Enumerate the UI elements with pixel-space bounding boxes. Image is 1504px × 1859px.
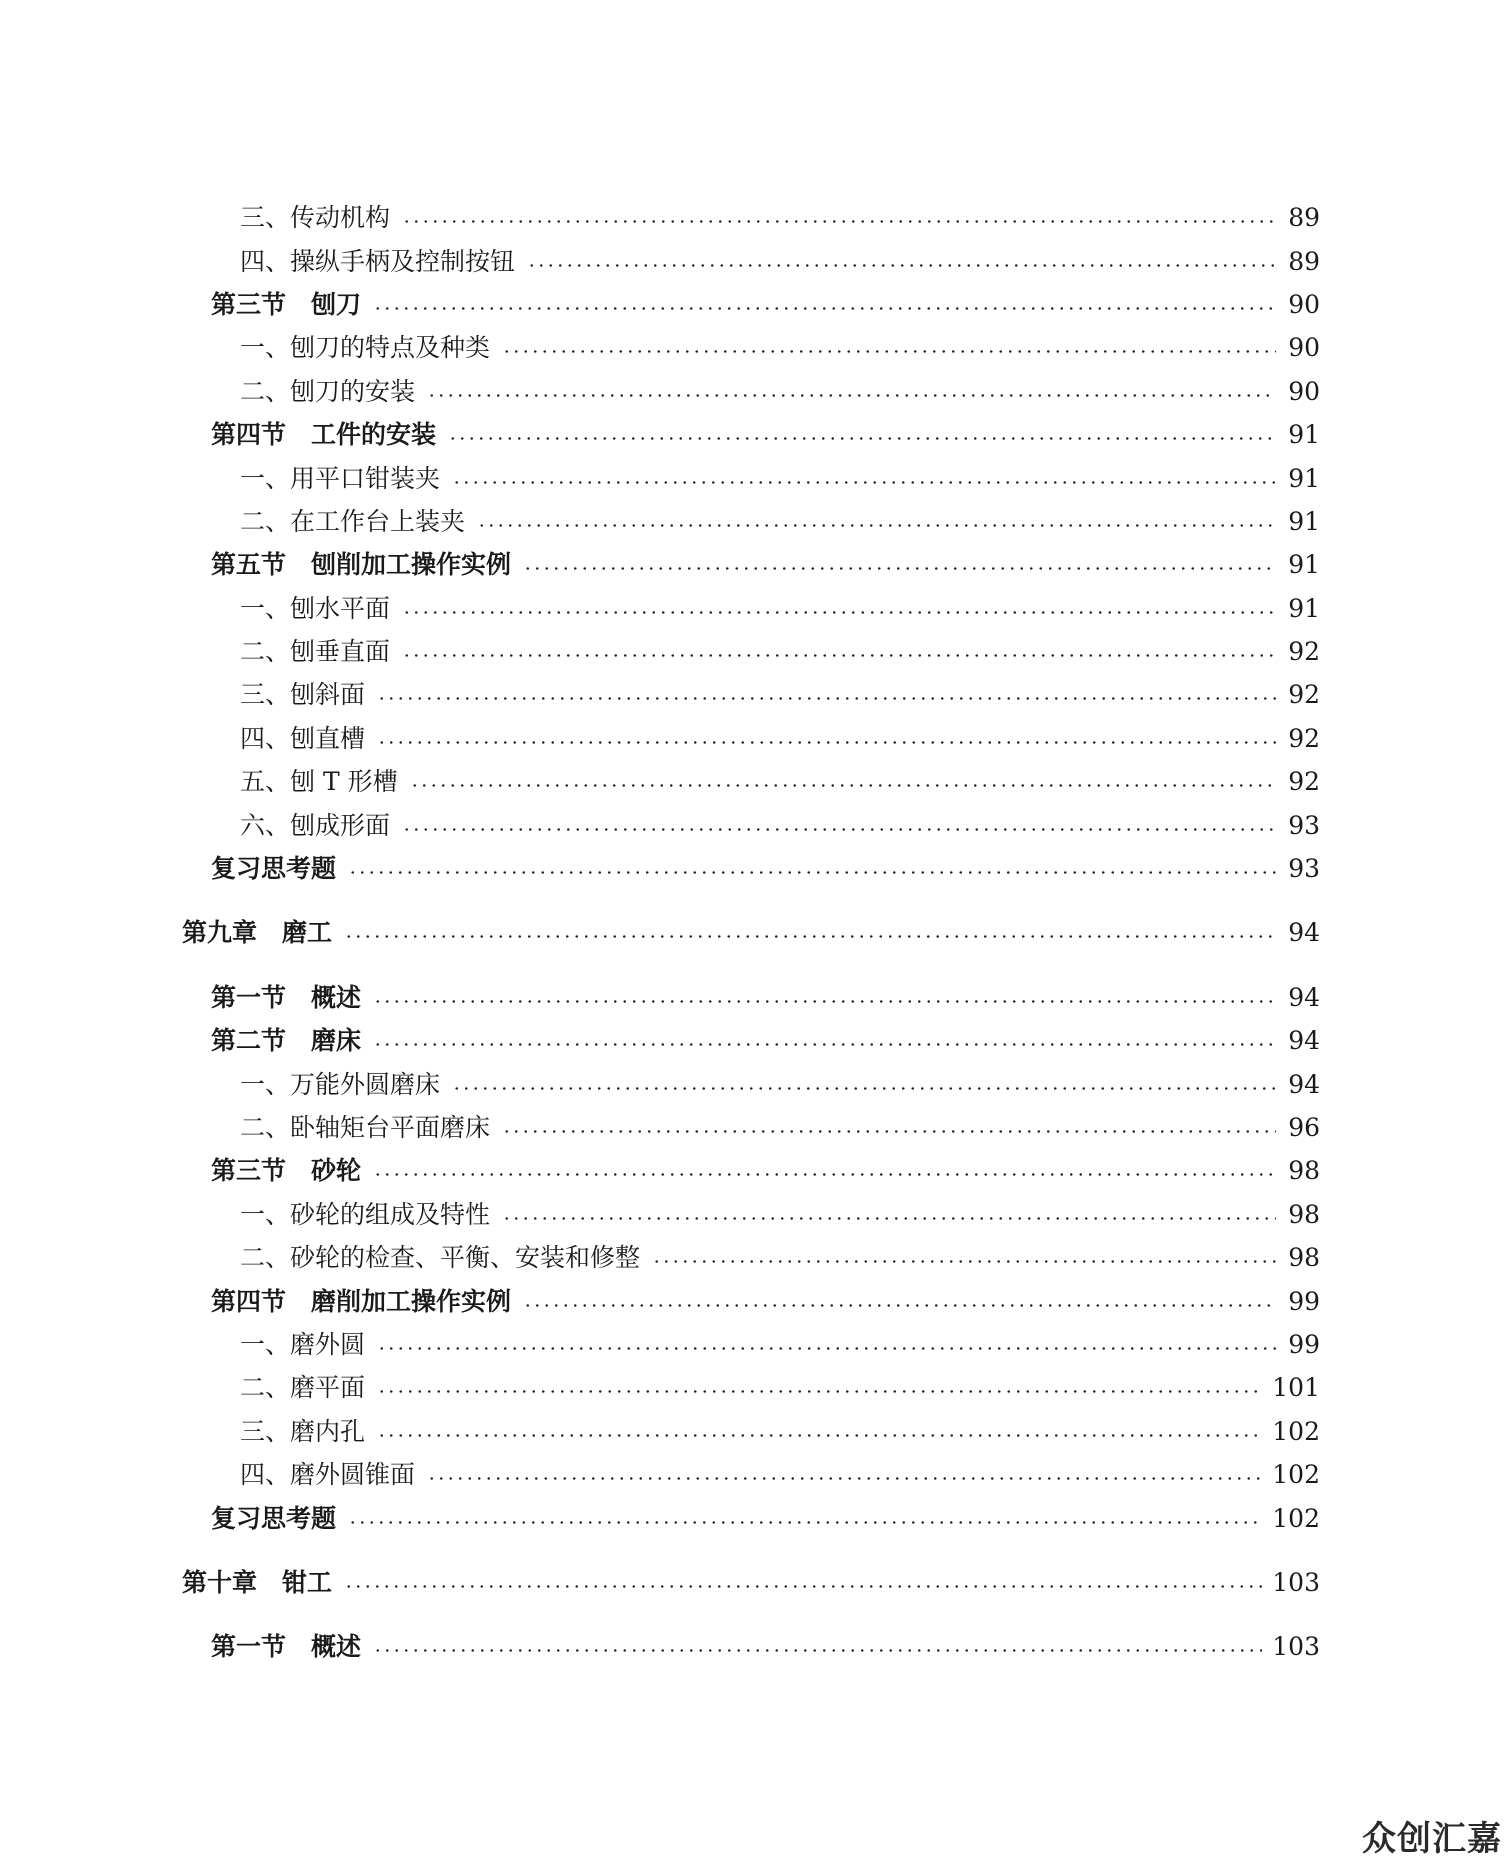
dot-leader xyxy=(373,307,1276,310)
dot-leader xyxy=(523,1304,1276,1307)
toc-entry-page-number: 90 xyxy=(1288,333,1320,363)
toc-entry-page-number: 101 xyxy=(1272,1373,1320,1403)
dot-leader xyxy=(523,567,1276,570)
toc-entry-title: 二、刨刀的安装 xyxy=(240,376,416,406)
toc-entry xyxy=(0,196,1504,239)
toc-entry xyxy=(0,413,1504,456)
toc-entry-page-number: 98 xyxy=(1288,1243,1320,1273)
dot-leader xyxy=(377,697,1276,700)
toc-entry-page-number: 102 xyxy=(1272,1416,1320,1446)
toc-entry xyxy=(0,500,1504,543)
toc-entry-page-number: 103 xyxy=(1272,1567,1320,1597)
toc-entry-title: 复习思考题 xyxy=(211,854,337,884)
dot-leader xyxy=(344,935,1276,938)
toc-entry-page-number: 98 xyxy=(1288,1156,1320,1186)
toc-entry-page-number: 91 xyxy=(1288,463,1320,493)
toc-entry-title: 一、磨外圆 xyxy=(240,1329,366,1359)
toc-entry xyxy=(0,1366,1504,1409)
toc-entry xyxy=(0,803,1504,846)
toc-entry-page-number: 89 xyxy=(1288,203,1320,233)
toc-entry xyxy=(0,847,1504,890)
dot-leader xyxy=(402,828,1276,831)
toc-entry-title: 二、卧轴矩台平面磨床 xyxy=(240,1113,491,1142)
dot-leader xyxy=(373,1043,1276,1046)
toc-entry-page-number: 92 xyxy=(1288,723,1320,753)
toc-entry-title: 一、用平口钳装夹 xyxy=(240,463,441,493)
dot-leader xyxy=(410,784,1276,787)
dot-leader xyxy=(477,524,1276,527)
toc-entry-page-number: 90 xyxy=(1288,376,1320,406)
toc-entry-page-number: 102 xyxy=(1272,1460,1320,1490)
toc-entry xyxy=(0,673,1504,716)
toc-entry-title: 一、砂轮的组成及特性 xyxy=(240,1199,491,1229)
toc-entry-page-number: 91 xyxy=(1288,506,1320,536)
dot-leader xyxy=(348,1521,1262,1524)
toc-entry xyxy=(0,1625,1504,1668)
toc-entry xyxy=(0,1496,1504,1539)
dot-leader xyxy=(377,741,1276,744)
toc-entry-title: 一、刨刀的特点及种类 xyxy=(240,333,491,363)
toc-entry-title: 第一节 概述 xyxy=(211,1632,362,1662)
dot-leader xyxy=(502,350,1276,353)
toc-entry-page-number: 93 xyxy=(1288,810,1320,840)
toc-entry xyxy=(0,370,1504,413)
toc-entry xyxy=(0,1019,1504,1062)
toc-entry-page-number: 94 xyxy=(1288,1026,1320,1056)
toc-entry-title: 五、刨 T 形槽 xyxy=(240,767,398,797)
dot-leader xyxy=(402,611,1276,614)
dot-leader xyxy=(527,264,1276,267)
toc-entry xyxy=(0,326,1504,369)
toc-entry-page-number: 92 xyxy=(1288,767,1320,797)
dot-leader xyxy=(427,1477,1262,1480)
toc-entry-page-number: 94 xyxy=(1288,982,1320,1012)
toc-entry-page-number: 94 xyxy=(1288,1069,1320,1099)
dot-leader xyxy=(377,1434,1262,1437)
toc-entry-page-number: 96 xyxy=(1288,1113,1320,1142)
toc-entry-page-number: 91 xyxy=(1288,593,1320,623)
toc-entry-page-number: 102 xyxy=(1272,1503,1320,1533)
toc-entry-title: 第九章 磨工 xyxy=(182,918,333,948)
toc-entry-page-number: 91 xyxy=(1288,420,1320,450)
toc-entry-title: 二、砂轮的检查、平衡、安装和修整 xyxy=(240,1243,641,1273)
toc-entry xyxy=(0,543,1504,586)
dot-leader xyxy=(402,654,1276,657)
toc-entry-page-number: 89 xyxy=(1288,246,1320,276)
toc-entry-page-number: 99 xyxy=(1288,1286,1320,1316)
dot-leader xyxy=(448,437,1276,440)
toc-entry-page-number: 93 xyxy=(1288,854,1320,884)
toc-entry xyxy=(0,1279,1504,1322)
toc-entry xyxy=(0,1149,1504,1192)
toc-entry xyxy=(0,1453,1504,1496)
table-of-contents xyxy=(0,196,1504,1669)
toc-entry-title: 三、刨斜面 xyxy=(240,680,366,710)
toc-entry-title: 复习思考题 xyxy=(211,1503,337,1533)
toc-entry-page-number: 92 xyxy=(1288,680,1320,710)
toc-entry-title: 第四节 磨削加工操作实例 xyxy=(211,1286,512,1316)
toc-entry xyxy=(0,976,1504,1019)
dot-leader xyxy=(373,1173,1276,1176)
toc-entry xyxy=(0,630,1504,673)
toc-entry-page-number: 99 xyxy=(1288,1329,1320,1359)
toc-entry xyxy=(0,1236,1504,1279)
toc-entry-title: 第四节 工件的安装 xyxy=(211,420,437,450)
toc-entry xyxy=(0,760,1504,803)
toc-entry-title: 三、磨内孔 xyxy=(240,1416,366,1446)
dot-leader xyxy=(377,1347,1276,1350)
toc-entry xyxy=(0,1410,1504,1453)
dot-leader xyxy=(502,1217,1276,1220)
dot-leader xyxy=(373,1649,1262,1652)
toc-entry xyxy=(0,717,1504,760)
dot-leader xyxy=(373,1000,1276,1003)
dot-leader xyxy=(348,871,1276,874)
dot-leader xyxy=(452,481,1276,484)
toc-entry-title: 第三节 刨刀 xyxy=(211,289,362,319)
toc-entry-page-number: 92 xyxy=(1288,637,1320,667)
toc-entry-title: 四、操纵手柄及控制按钮 xyxy=(240,246,516,276)
toc-entry xyxy=(0,1193,1504,1236)
toc-entry-title: 二、刨垂直面 xyxy=(240,637,391,667)
toc-entry-title: 一、刨水平面 xyxy=(240,593,391,623)
toc-entry-title: 二、磨平面 xyxy=(240,1373,366,1403)
watermark-logo: 众创汇嘉 xyxy=(1362,1819,1502,1859)
toc-entry-page-number: 94 xyxy=(1288,918,1320,948)
toc-entry-title: 第一节 概述 xyxy=(211,982,362,1012)
toc-entry xyxy=(0,239,1504,282)
dot-leader xyxy=(652,1260,1276,1263)
toc-entry xyxy=(0,1106,1504,1149)
toc-entry-title: 六、刨成形面 xyxy=(240,810,391,840)
toc-entry xyxy=(0,587,1504,630)
toc-entry-title: 第十章 钳工 xyxy=(182,1567,333,1597)
toc-entry xyxy=(0,1062,1504,1105)
toc-entry-title: 第五节 刨削加工操作实例 xyxy=(211,550,512,580)
toc-entry xyxy=(0,456,1504,499)
dot-leader xyxy=(452,1087,1276,1090)
dot-leader xyxy=(427,394,1276,397)
toc-entry xyxy=(0,911,1504,954)
toc-entry-title: 一、万能外圆磨床 xyxy=(240,1069,441,1099)
dot-leader xyxy=(344,1585,1262,1588)
toc-entry-title: 第三节 砂轮 xyxy=(211,1156,362,1186)
dot-leader xyxy=(377,1390,1262,1393)
toc-entry xyxy=(0,1561,1504,1604)
toc-entry-page-number: 90 xyxy=(1288,289,1320,319)
toc-entry-title: 四、磨外圆锥面 xyxy=(240,1460,416,1490)
toc-entry-page-number: 98 xyxy=(1288,1199,1320,1229)
toc-entry-title: 三、传动机构 xyxy=(240,203,391,233)
toc-entry xyxy=(0,1323,1504,1366)
dot-leader xyxy=(402,220,1276,223)
dot-leader xyxy=(502,1130,1276,1133)
toc-entry-title: 二、在工作台上装夹 xyxy=(240,506,466,536)
toc-entry-title: 四、刨直槽 xyxy=(240,723,366,753)
toc-entry-title: 第二节 磨床 xyxy=(211,1026,362,1056)
toc-entry-page-number: 103 xyxy=(1272,1632,1320,1662)
toc-entry xyxy=(0,283,1504,326)
toc-entry-page-number: 91 xyxy=(1288,550,1320,580)
